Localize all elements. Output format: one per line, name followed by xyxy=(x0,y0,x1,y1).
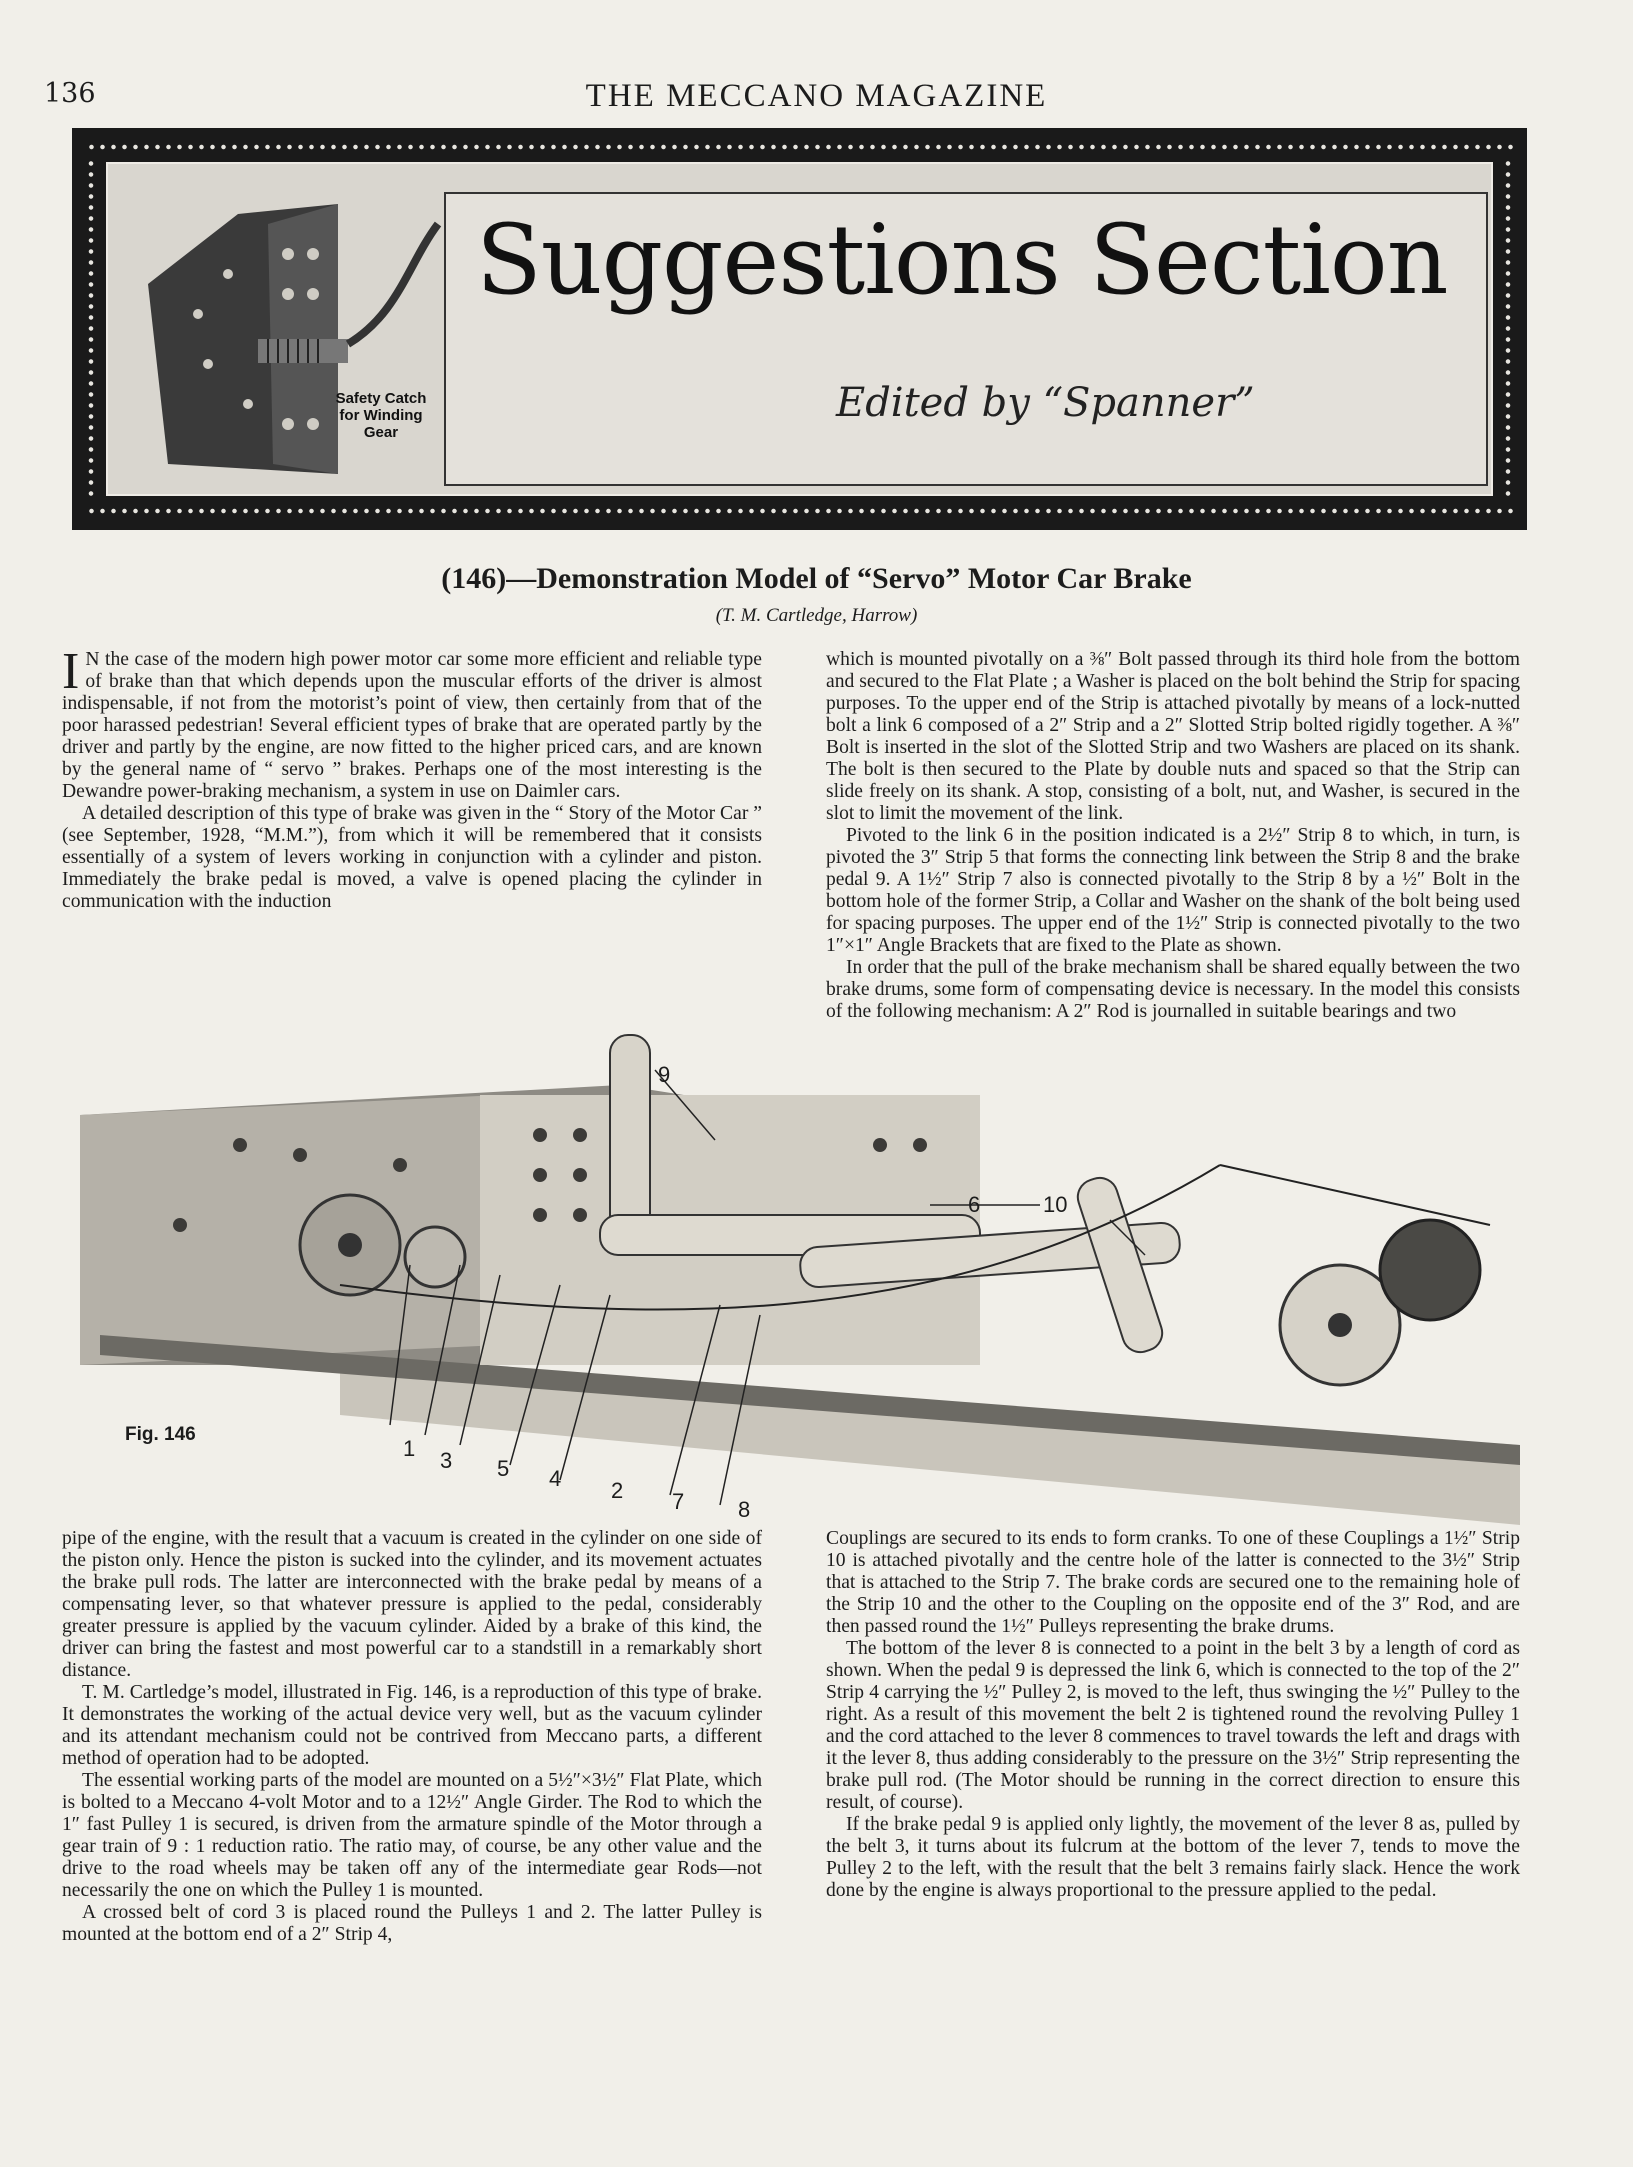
callout-8: 8 xyxy=(738,1497,751,1522)
callout-9: 9 xyxy=(658,1062,671,1087)
paragraph: pipe of the engine, with the result that a vacuum is created in the cylinder on one side of the piston only. Hence the piston is sucked into the cylinder, and its movement actuates the brake pull rods. The latter are interconnected with the brake pedal by means of a compensating lever, so that whatever pressure is applied to the pedal, considerably greater pressure is applied by the vacuum cylinder. Aided by a brake of this kind, the driver can bring the fastest and most powerful car to a standstill in a remarkably short distance. xyxy=(62,1528,762,1681)
banner-dot-border-right xyxy=(1503,158,1513,500)
callout-2: 2 xyxy=(611,1478,624,1503)
article-title: (146)—Demonstration Model of “Servo” Motor Car Brake xyxy=(441,562,1192,595)
running-head: THE MECCANO MAGAZINE xyxy=(585,78,1048,114)
callout-3: 3 xyxy=(440,1448,453,1473)
page-number: 136 xyxy=(44,78,96,109)
figure-label: Fig. 146 xyxy=(125,1424,196,1445)
banner-dot-border-bottom xyxy=(86,506,1513,516)
paragraph: A crossed belt of cord 3 is placed round the Pulleys 1 and 2. The latter Pulley is mounted at the bottom end of a 2″ Strip 4, xyxy=(62,1902,762,1945)
safety-catch-photo xyxy=(108,164,478,494)
paragraph: I N the case of the modern high power motor car some more efficient and reliable type of brake than that which depends upon the muscular efforts of the driver is almost indispensable, if not from the motorist’s point of view, then certainly from that of the poor harassed pedestrian! Several efficient types of brake that are operated partly by the driver and partly by the engine, are now fitted to the higher priced cars, and are known by the general name of “ servo ” brakes. Perhaps one of the most interesting is the Dewandre power-braking mechanism, a system in use on Daimler cars. xyxy=(62,643,762,802)
callout-5: 5 xyxy=(497,1456,510,1481)
callout-4: 4 xyxy=(549,1466,562,1491)
photo-caption: Safety Catch for Winding Gear xyxy=(335,390,427,441)
banner-dot-border-top xyxy=(86,142,1513,152)
callout-1: 1 xyxy=(403,1436,416,1461)
paragraph: which is mounted pivotally on a ⅜″ Bolt passed through its third hole from the bottom and secured to the Flat Plate ; a Washer is placed on the bolt behind the Strip for spacing purposes. To the upper end of the Strip is attached pivotally by means of a lock-nutted bolt a link 6 composed of a 2″ Strip and a 2″ Slotted Strip bolted rigidly together. A ⅜″ Bolt is inserted in the slot of the Slotted Strip and two Washers are placed on its shank. The bolt is then secured to the Plate by double nuts and spaced so that the Strip can slide freely on its shank. A stop, consisting of a bolt, nut, and Washer, is secured in the slot to limit the movement of the link. xyxy=(826,649,1520,824)
column-1-top xyxy=(62,643,762,913)
column-2-top xyxy=(826,649,1520,1023)
article-byline: (T. M. Cartledge, Harrow) xyxy=(715,605,918,626)
paragraph: The bottom of the lever 8 is connected to a point in the belt 3 by a length of cord as shown. When the pedal 9 is depressed the link 6, which is connected to the top of the 2″ Strip 4 carrying the ½″ Pulley 2, is moved to the left, thus swinging the ½″ Pulley to the right. As a result of this movement the belt 2 is tightened round the revolving Pulley 1 and the cord attached to the lever 8 commences to travel towards the left and drags with it the lever 8, thus adding considerably to the pressure on the 3½″ Strip representing the brake pull rod. (The Motor should be running in the correct direction to ensure this result, of course). xyxy=(826,1638,1520,1813)
paragraph: If the brake pedal 9 is applied only lightly, the movement of the lever 8 as, pulled by the belt 3, it turns about its fulcrum at the bottom of the lever 7, tends to move the Pulley 2 to the left, with the result that the belt 3 remains fairly slack. Hence the work done by the engine is always proportional to the pressure applied to the pedal. xyxy=(826,1814,1520,1901)
paragraph: In order that the pull of the brake mechanism shall be shared equally between the two brake drums, some form of compensating device is necessary. In the model this consists of the following mechanism: A 2″ Rod is journalled in suitable bearings and two xyxy=(826,957,1520,1022)
column-2-bottom xyxy=(826,1528,1520,1902)
banner-dot-border-left xyxy=(86,158,96,500)
figure-146-illustration xyxy=(40,1025,1540,1545)
paragraph: Couplings are secured to its ends to form cranks. To one of these Couplings a 1½″ Strip 10 is attached pivotally and the centre hole of the latter is connected to the 3½″ Strip that is attached to the Strip 7. The brake cords are secured one to the remaining hole of the Strip 10 and the other to the Coupling on the opposite end of the 3″ Rod, and are then passed round the 1½″ Pulleys representing the brake drums. xyxy=(826,1528,1520,1637)
banner-inner xyxy=(106,162,1493,496)
editor-credit: Edited by “Spanner” xyxy=(836,380,1255,426)
section-banner xyxy=(72,128,1527,530)
callout-7: 7 xyxy=(672,1489,685,1514)
title-box xyxy=(444,192,1488,486)
paragraph: A detailed description of this type of brake was given in the “ Story of the Motor Car ” (see September, 1928, “M.M.”), from which it will be remembered that it consists essentially of a system of levers working in conjunction with a cylinder and piston. Immediately the brake pedal is moved, a valve is opened placing the cylinder in communication with the induction xyxy=(62,803,762,912)
paragraph: T. M. Cartledge’s model, illustrated in Fig. 146, is a reproduction of this type of brake. It demonstrates the working of the actual device very well, but as the vacuum cylinder and its attendant mechanism could not be contrived from Meccano parts, a different method of operation had to be adopted. xyxy=(62,1682,762,1769)
section-title: Suggestions Section xyxy=(476,204,1448,316)
paragraph: Pivoted to the link 6 in the position indicated is a 2½″ Strip 8 to which, in turn, is pivoted the 3″ Strip 5 that forms the connecting link between the Strip 8 and the brake pedal 9. A 1½″ Strip 7 also is connected pivotally to the Strip 8 by a ½″ Bolt in the bottom hole of the former Strip, a Collar and Washer on the shank of the bolt being used for spacing purposes. The upper end of the 1½″ Strip is connected pivotally to the two 1″×1″ Angle Brackets that are fixed to the Plate as shown. xyxy=(826,825,1520,956)
column-1-bottom xyxy=(62,1528,762,1946)
callout-6: 6 xyxy=(968,1192,981,1217)
paragraph: The essential working parts of the model are mounted on a 5½″×3½″ Flat Plate, which is bolted to a Meccano 4-volt Motor and to a 12½″ Angle Girder. The Rod to which the 1″ fast Pulley 1 is secured, is driven from the armature spindle of the Motor through a gear train of 9 : 1 reduction ratio. The ratio may, of course, be any other value and the drive to the road wheels may be taken off any of the intermediate gear Rods—not necessarily the one on which the Pulley 1 is mounted. xyxy=(62,1770,762,1901)
drop-cap: I xyxy=(62,643,80,700)
callout-10: 10 xyxy=(1043,1192,1068,1217)
